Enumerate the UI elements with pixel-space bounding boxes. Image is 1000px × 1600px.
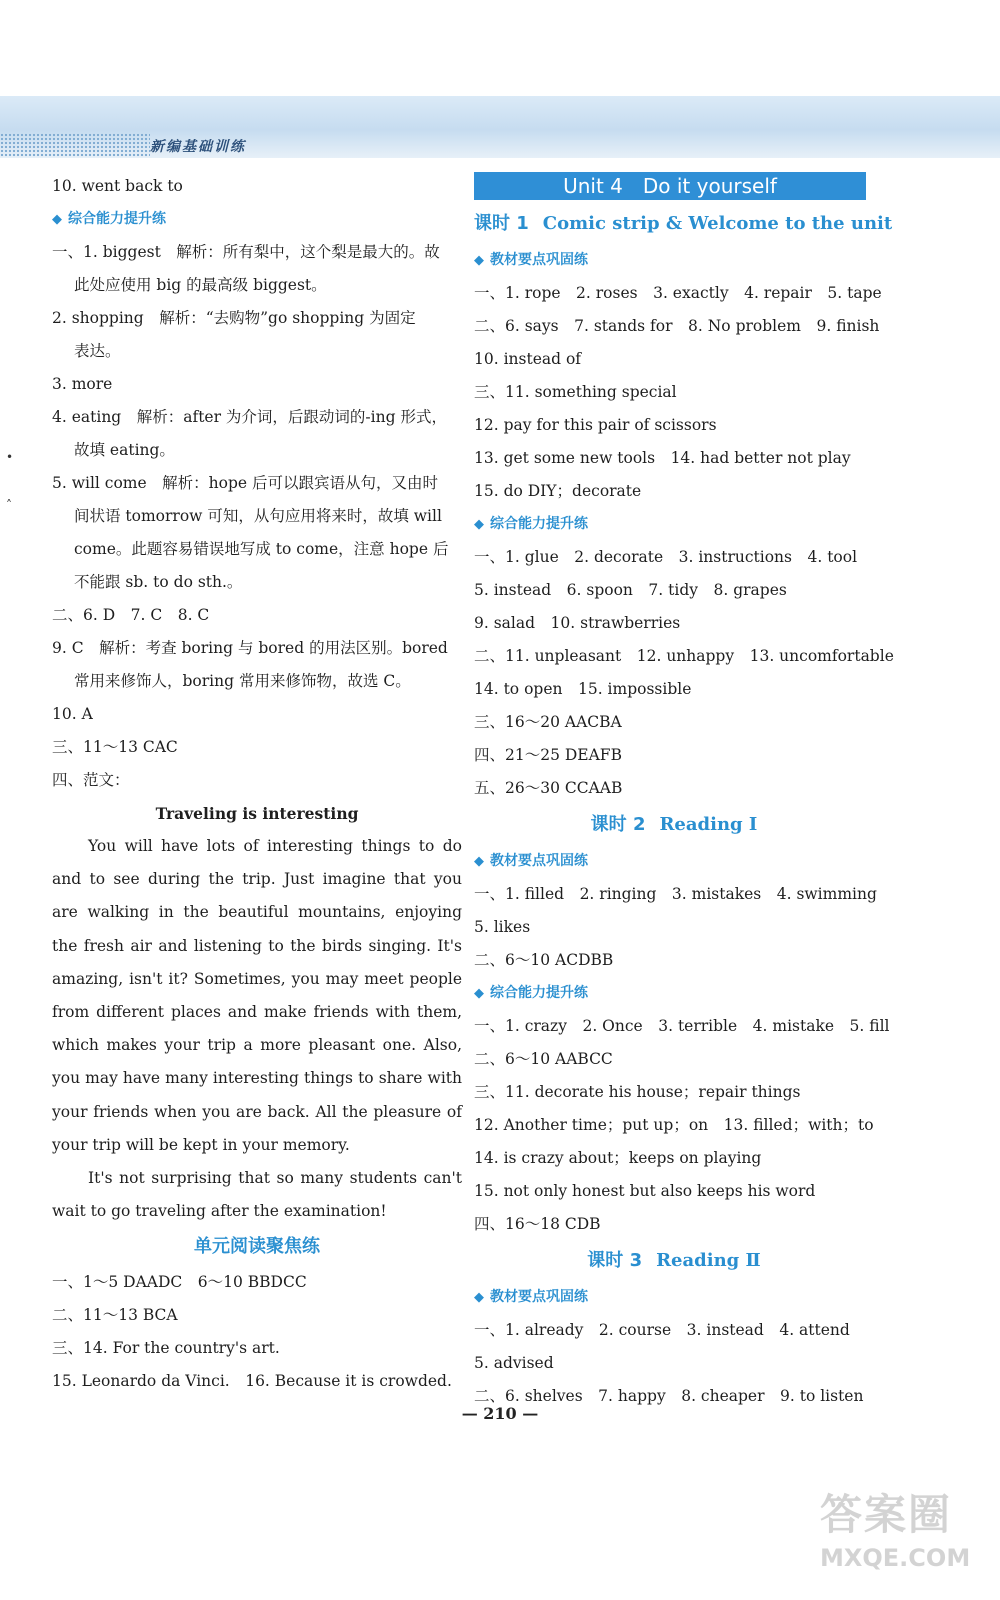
answer-line: 一、1. glue 2. decorate 3. instructions 4. tool xyxy=(474,548,858,566)
margin-dot: ˄ xyxy=(6,498,12,512)
answer-line: 一、1～5 DAADC 6～10 BBDCC xyxy=(52,1273,307,1292)
essay-paragraph: It's not surprising that so many students can't wait to go traveling after the examination! xyxy=(52,1169,462,1221)
section-heading: ◆ 综合能力提升练 xyxy=(474,516,588,532)
answer-line: 10. instead of xyxy=(474,350,582,368)
answer-line: 一、1. rope 2. roses 3. exactly 4. repair 5. tape xyxy=(474,284,882,302)
watermark-logo: 答案圈 MXQE.COM xyxy=(820,1490,971,1572)
answer-line: 10. A xyxy=(52,705,93,723)
answer-line: 此处应使用 big 的最高级 biggest。 xyxy=(74,276,327,294)
section-heading: ◆ 综合能力提升练 xyxy=(474,985,588,1001)
answer-line: 三、11. something special xyxy=(474,383,677,401)
answer-line: 15. do DIY；decorate xyxy=(474,482,642,500)
diamond-icon: ◆ xyxy=(52,212,62,227)
answer-line: 二、11～13 BCA xyxy=(52,1306,178,1325)
section-heading: ◆ 教材要点巩固练 xyxy=(474,853,588,869)
unit-title-bar: Unit 4 Do it yourself xyxy=(474,172,866,200)
answer-line: 12. Another time；put up；on 13. filled；with；to xyxy=(474,1116,874,1134)
answer-line: 9. salad 10. strawberries xyxy=(474,614,681,632)
diamond-icon: ◆ xyxy=(474,854,484,869)
answer-line: 不能跟 sb. to do sth.。 xyxy=(74,573,243,591)
answer-line: 一、1. crazy 2. Once 3. terrible 4. mistake 5. fill xyxy=(474,1017,890,1035)
answer-line: 13. get some new tools 14. had better not play xyxy=(474,449,851,467)
answer-line: 2. shopping 解析：“去购物”go shopping 为固定 xyxy=(52,309,416,327)
answer-line: 14. is crazy about；keeps on playing xyxy=(474,1149,762,1167)
answer-line: 10. went back to xyxy=(52,177,183,195)
answer-line: come。此题容易错误地写成 to come，注意 hope 后 xyxy=(74,540,449,558)
answer-line: 一、1. filled 2. ringing 3. mistakes 4. swimming xyxy=(474,885,877,903)
answer-line: 15. Leonardo da Vinci. 16. Because it is crowded. xyxy=(52,1372,452,1391)
answer-line: 常用来修饰人，boring 常用来修饰物，故选 C。 xyxy=(74,672,411,690)
diamond-icon: ◆ xyxy=(474,1290,484,1305)
answer-line: 二、11. unpleasant 12. unhappy 13. uncomfortable xyxy=(474,647,894,665)
answer-line: 故填 eating。 xyxy=(74,441,175,459)
margin-dot: • xyxy=(6,450,14,464)
section-heading: ◆ 教材要点巩固练 xyxy=(474,1289,588,1305)
answer-line: 9. C 解析：考查 boring 与 bored 的用法区别。bored xyxy=(52,639,448,657)
answer-line: 三、16～20 AACBA xyxy=(474,713,622,731)
answer-line: 5. likes xyxy=(474,918,531,936)
essay-title: Traveling is interesting xyxy=(155,804,359,823)
answer-line: 5. instead 6. spoon 7. tidy 8. grapes xyxy=(474,581,787,599)
answer-line: 四、范文： xyxy=(52,771,130,789)
answer-line: 一、1. biggest 解析：所有梨中，这个梨是最大的。故 xyxy=(52,243,440,261)
answer-line: 四、16～18 CDB xyxy=(474,1215,601,1233)
page-number: — 210 — xyxy=(461,1404,539,1423)
diamond-icon: ◆ xyxy=(474,986,484,1001)
lesson-heading: 课时 3 Reading Ⅱ xyxy=(587,1250,761,1271)
diamond-icon: ◆ xyxy=(474,517,484,532)
essay-paragraph: You will have lots of interesting things to do and to see during the trip. Just imagine that you are walking in the beautiful mountains, enjoying the fresh air and listening to the birds singing. It's amazing, isn't it? Sometimes, you may meet people from different places and make friends with them, which makes your trip a more pleasant one. Also, you may have many interesting things to share with your friends when you are back. All the pleasure of your trip will be kept in your memory. xyxy=(52,837,462,1154)
header-dot-pattern xyxy=(0,133,150,157)
answer-line: 五、26～30 CCAAB xyxy=(474,779,623,797)
answer-line: 一、1. already 2. course 3. instead 4. attend xyxy=(474,1321,850,1339)
answer-line: 三、14. For the country's art. xyxy=(52,1339,280,1358)
header-title: 新编基础训练 xyxy=(150,139,246,155)
answer-line: 三、11. decorate his house；repair things xyxy=(474,1083,801,1101)
answer-line: 三、11～13 CAC xyxy=(52,738,178,756)
left-column xyxy=(52,170,462,1398)
unit-reading-heading: 单元阅读聚焦练 xyxy=(194,1236,320,1258)
lesson-heading: 课时 1 Comic strip & Welcome to the unit xyxy=(474,213,893,234)
answer-line: 3. more xyxy=(52,375,113,393)
answer-line: 5. will come 解析：hope 后可以跟宾语从句，又由时 xyxy=(52,474,439,492)
answer-line: 二、6～10 ACDBB xyxy=(474,951,614,969)
answer-line: 表达。 xyxy=(74,342,121,360)
answer-line: 15. not only honest but also keeps his word xyxy=(474,1182,816,1200)
answer-line: 14. to open 15. impossible xyxy=(474,680,692,698)
answer-line: 5. advised xyxy=(474,1354,554,1372)
section-heading: ◆ 综合能力提升练 xyxy=(52,211,166,227)
answer-line: 二、6～10 AABCC xyxy=(474,1050,613,1068)
answer-line: 二、6. D 7. C 8. C xyxy=(52,606,210,624)
answer-line: 4. eating 解析：after 为介词，后跟动词的-ing 形式， xyxy=(52,408,447,426)
section-heading: ◆ 教材要点巩固练 xyxy=(474,252,588,268)
answer-line: 二、6. says 7. stands for 8. No problem 9. finish xyxy=(474,317,880,335)
answer-line: 二、6. shelves 7. happy 8. cheaper 9. to listen xyxy=(474,1387,864,1405)
lesson-heading: 课时 2 Reading Ⅰ xyxy=(590,814,758,835)
answer-line: 间状语 tomorrow 可知，从句应用将来时，故填 will xyxy=(74,507,442,525)
answer-line: 12. pay for this pair of scissors xyxy=(474,416,717,434)
answer-line: 四、21～25 DEAFB xyxy=(474,746,622,764)
right-column xyxy=(474,170,894,1413)
diamond-icon: ◆ xyxy=(474,253,484,268)
